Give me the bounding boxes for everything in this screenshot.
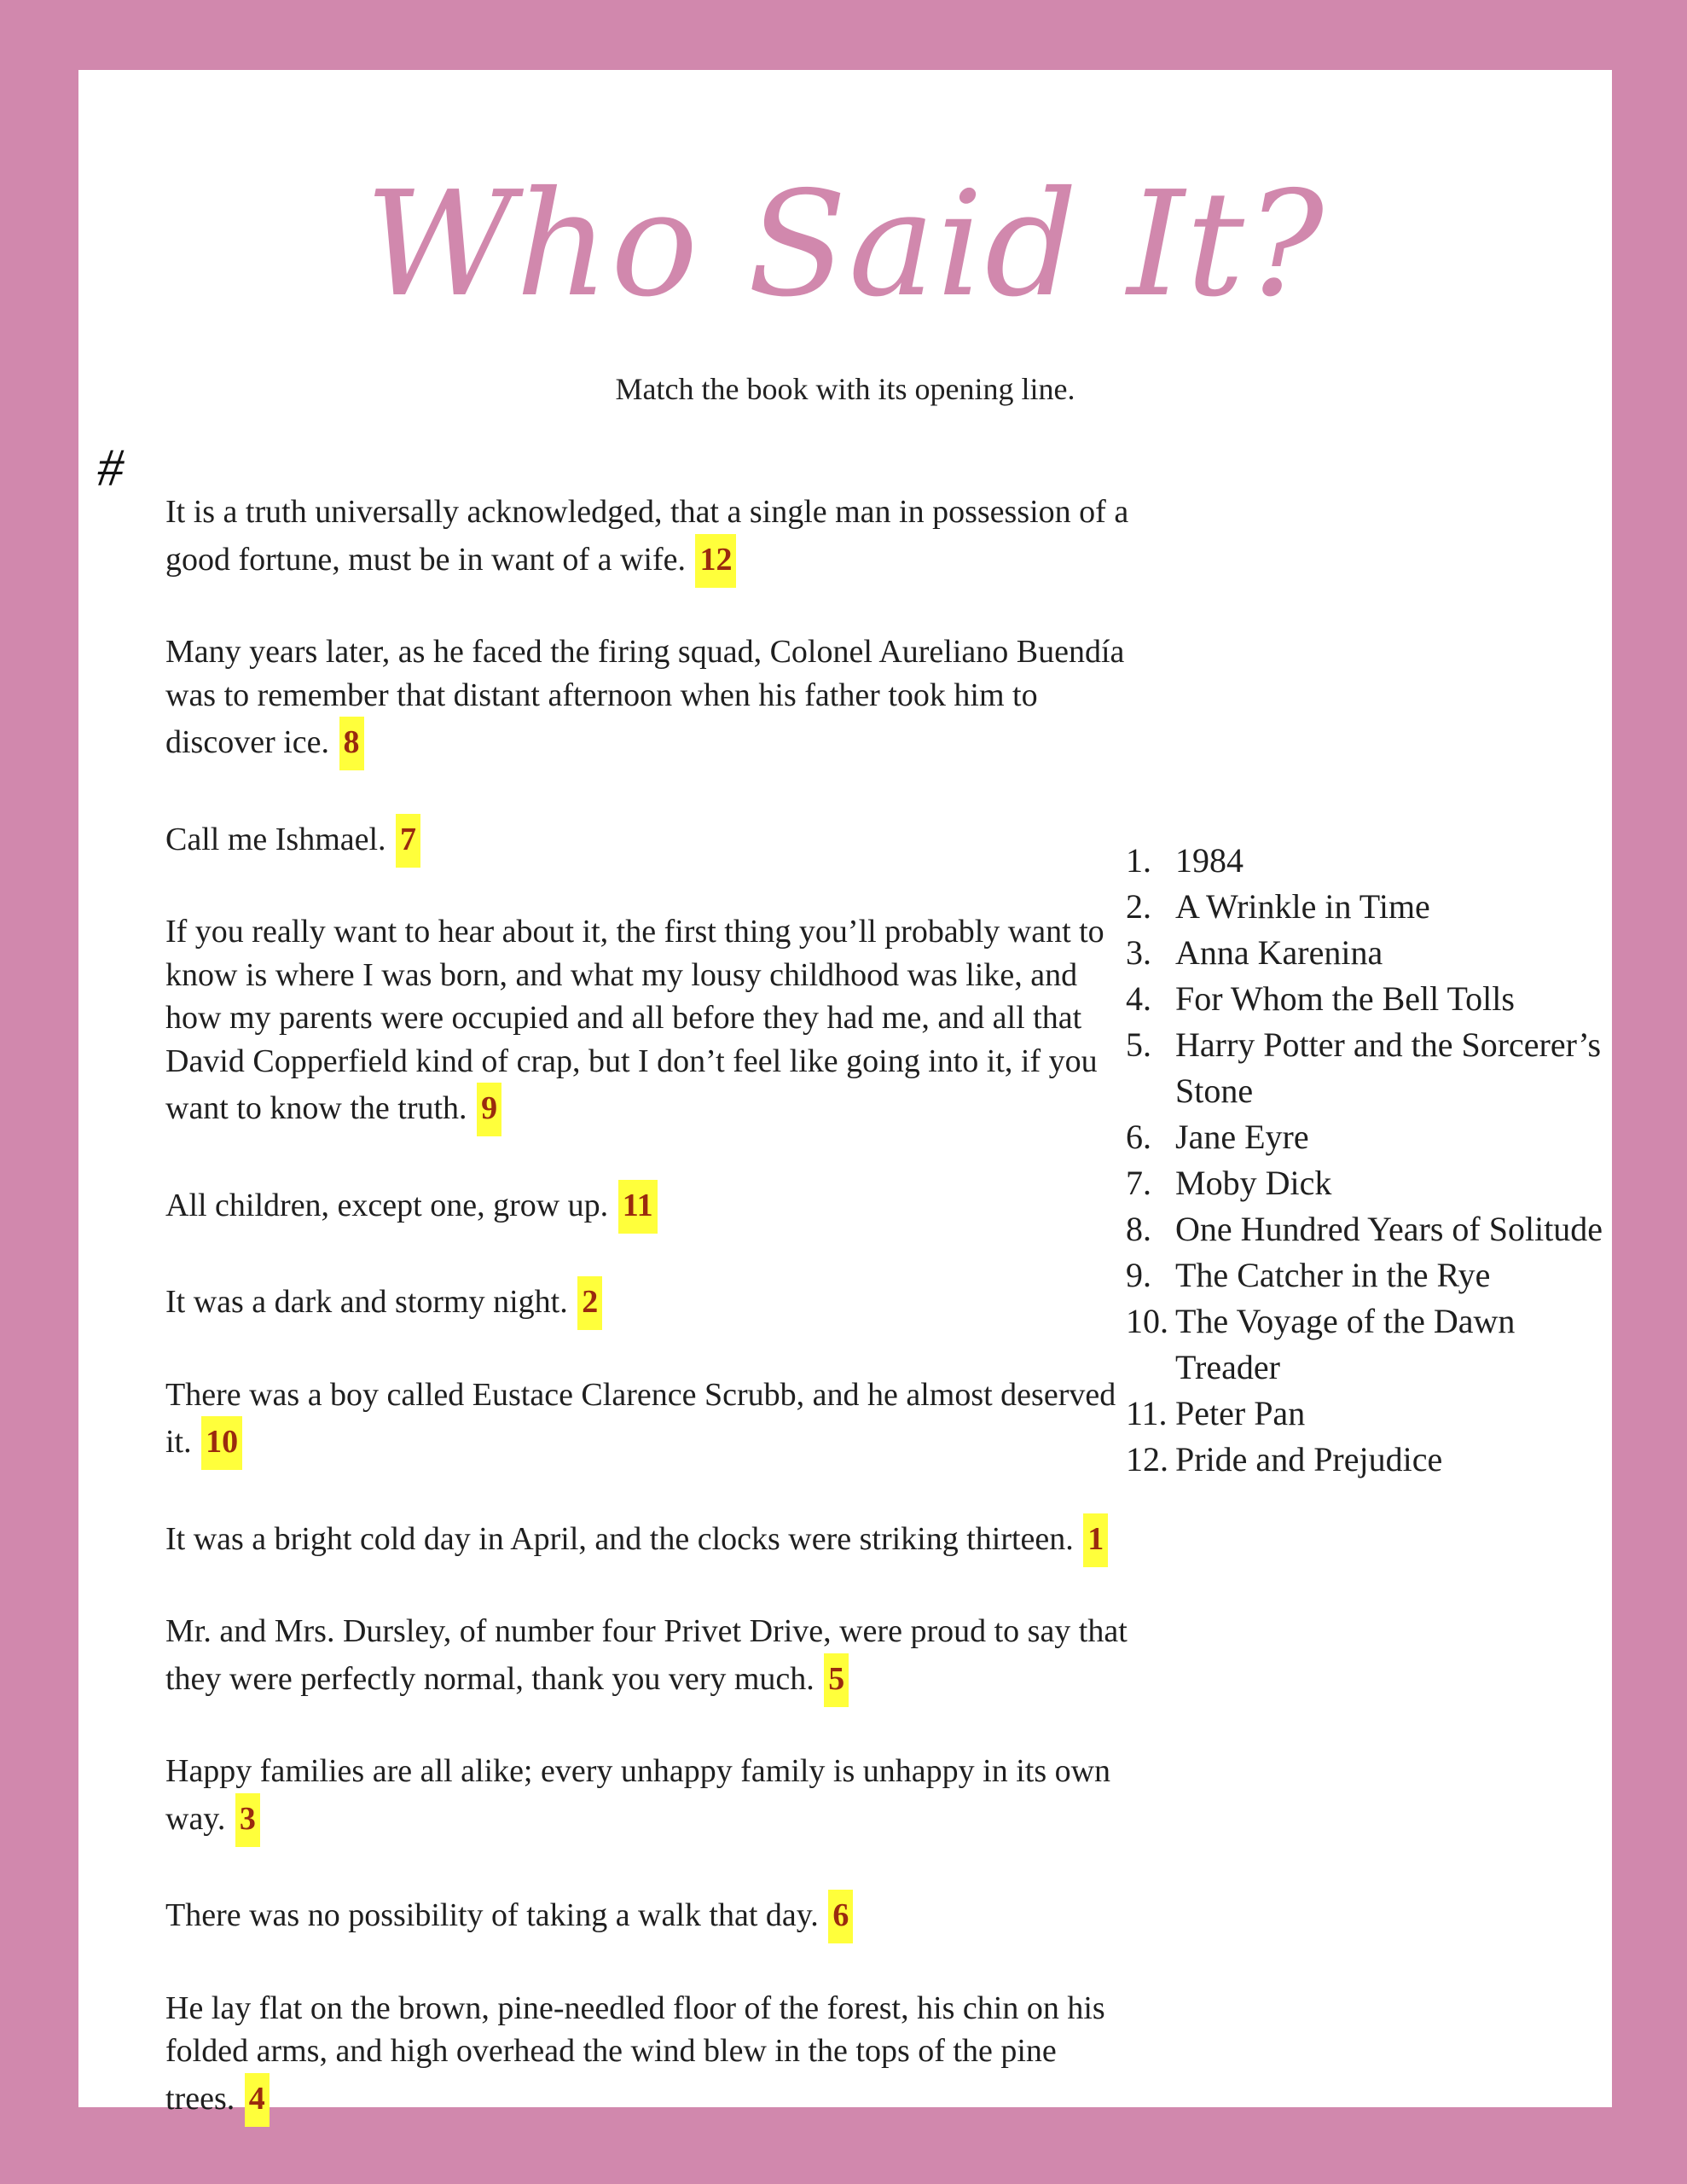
book-list bbox=[1126, 838, 1603, 1483]
answer-badge: 10 bbox=[201, 1416, 242, 1470]
answer-badge: 9 bbox=[477, 1083, 501, 1136]
quote-text: It was a bright cold day in April, and the clocks were striking thirteen. bbox=[165, 1520, 1074, 1557]
book-title: A Wrinkle in Time bbox=[1175, 887, 1430, 926]
book-title: Harry Potter and the Sorcerer’s Stone bbox=[1175, 1025, 1602, 1110]
opening-line bbox=[165, 1890, 1129, 1943]
book-title: The Voyage of the Dawn Treader bbox=[1175, 1302, 1516, 1386]
quote-text: There was a boy called Eustace Clarence Scrubb, and he almost deserved it. bbox=[165, 1376, 1116, 1460]
book-number: 2. bbox=[1126, 887, 1151, 926]
worksheet-page bbox=[78, 70, 1612, 2117]
page-title: Who Said It? bbox=[364, 160, 1326, 329]
quote-text: All children, except one, grow up. bbox=[165, 1187, 609, 1223]
quote-text: Happy families are all alike; every unhappy family is unhappy in its own way. bbox=[165, 1753, 1111, 1837]
answer-badge: 3 bbox=[235, 1793, 260, 1847]
book-item bbox=[1126, 976, 1603, 1022]
book-item bbox=[1126, 1391, 1603, 1437]
quote-text: It was a dark and stormy night. bbox=[165, 1284, 568, 1320]
book-number: 8. bbox=[1126, 1210, 1151, 1248]
answer-column-marker: # bbox=[97, 439, 124, 497]
book-item bbox=[1126, 1298, 1603, 1391]
book-number: 7. bbox=[1126, 1164, 1151, 1202]
book-item bbox=[1126, 884, 1603, 930]
book-item bbox=[1126, 1252, 1603, 1298]
answer-badge: 11 bbox=[618, 1180, 658, 1234]
book-number: 9. bbox=[1126, 1256, 1151, 1294]
opening-line bbox=[165, 630, 1129, 770]
book-title: The Catcher in the Rye bbox=[1175, 1256, 1491, 1294]
opening-line bbox=[165, 491, 1129, 588]
quote-text: Call me Ishmael. bbox=[165, 821, 386, 857]
answer-badge: 4 bbox=[245, 2073, 270, 2127]
book-item bbox=[1126, 930, 1603, 976]
quote-text: It is a truth universally acknowledged, that a single man in possession of a good fortune, must be in want of a wife. bbox=[165, 494, 1129, 578]
quote-text: He lay flat on the brown, pine-needled floor of the forest, his chin on his folded arms, and high overhead the wind blew in the tops of the pine trees. bbox=[165, 1989, 1105, 2117]
answer-badge: 2 bbox=[577, 1276, 602, 1330]
book-number: 3. bbox=[1126, 933, 1151, 972]
book-number: 1. bbox=[1126, 841, 1151, 880]
book-number: 11. bbox=[1126, 1394, 1168, 1432]
opening-line bbox=[165, 1987, 1129, 2127]
book-title: 1984 bbox=[1175, 841, 1244, 880]
opening-line bbox=[165, 1513, 1129, 1567]
opening-line bbox=[165, 1374, 1129, 1471]
book-title: For Whom the Bell Tolls bbox=[1175, 979, 1515, 1018]
instructions: Match the book with its opening line. bbox=[615, 372, 1075, 406]
book-title: One Hundred Years of Solitude bbox=[1175, 1210, 1603, 1248]
book-item bbox=[1126, 1022, 1603, 1114]
opening-line bbox=[165, 1276, 1129, 1330]
answer-badge: 6 bbox=[828, 1890, 853, 1943]
book-title: Pride and Prejudice bbox=[1175, 1440, 1443, 1478]
opening-line bbox=[165, 1610, 1129, 1707]
answer-badge: 12 bbox=[695, 534, 736, 588]
quote-text: If you really want to hear about it, the first thing you’ll probably want to know is where I was born, and what my lousy childhood was like, and how my parents were occupied and all before they had me, and all that David Copperfield kind of crap, but I don’t feel like going into it, if you want to know the truth. bbox=[165, 914, 1104, 1126]
book-title: Peter Pan bbox=[1175, 1394, 1306, 1432]
book-number: 5. bbox=[1126, 1025, 1151, 1064]
quote-text: Many years later, as he faced the firing squad, Colonel Aureliano Buendía was to remember that distant afternoon when his father took him to discover ice. bbox=[165, 634, 1125, 760]
quote-text: Mr. and Mrs. Dursley, of number four Privet Drive, were proud to say that they were perfectly normal, thank you very much. bbox=[165, 1613, 1128, 1697]
book-item bbox=[1126, 1206, 1603, 1252]
book-number: 6. bbox=[1126, 1118, 1151, 1156]
opening-line bbox=[165, 910, 1129, 1136]
book-number: 10. bbox=[1126, 1302, 1168, 1340]
answer-badge: 5 bbox=[824, 1653, 849, 1707]
book-item bbox=[1126, 1114, 1603, 1160]
answer-badge: 8 bbox=[339, 717, 364, 770]
book-title: Anna Karenina bbox=[1175, 933, 1383, 972]
opening-line bbox=[165, 1750, 1129, 1847]
quote-text: There was no possibility of taking a walk that day. bbox=[165, 1897, 819, 1933]
opening-line bbox=[165, 814, 1129, 868]
book-number: 4. bbox=[1126, 979, 1151, 1018]
book-title: Moby Dick bbox=[1175, 1164, 1332, 1202]
book-item bbox=[1126, 1160, 1603, 1206]
answer-badge: 1 bbox=[1083, 1513, 1108, 1567]
opening-lines-list bbox=[165, 491, 1129, 2169]
book-title: Jane Eyre bbox=[1175, 1118, 1309, 1156]
book-item bbox=[1126, 838, 1603, 884]
opening-line bbox=[165, 1180, 1129, 1234]
book-item bbox=[1126, 1437, 1603, 1483]
book-number: 12. bbox=[1126, 1440, 1168, 1478]
answer-badge: 7 bbox=[396, 814, 420, 868]
